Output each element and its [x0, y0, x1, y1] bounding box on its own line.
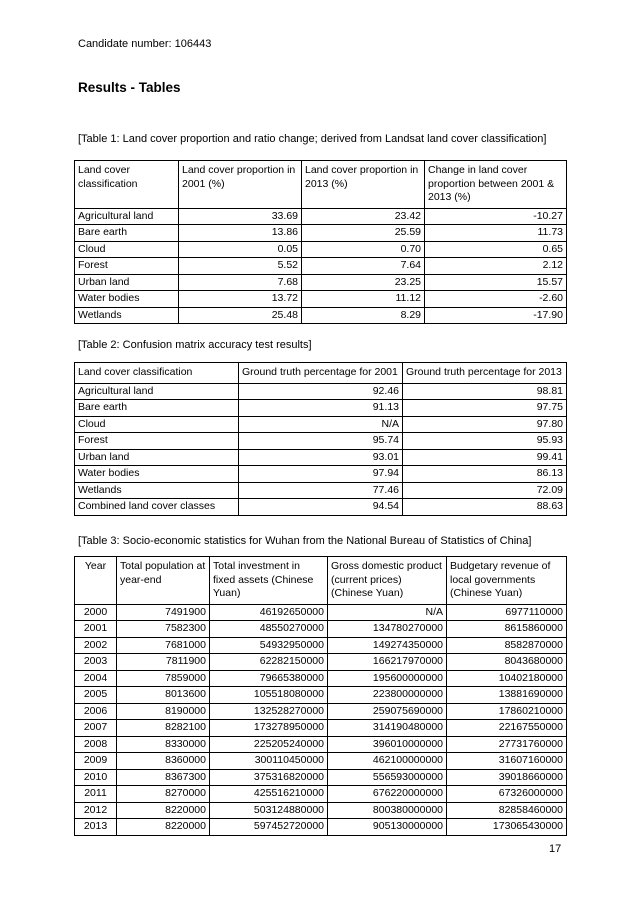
- table-cell: 2000: [75, 604, 117, 621]
- table-cell: 97.94: [239, 466, 403, 483]
- column-header: Gross domestic product (current prices) (Chinese Yuan): [328, 557, 447, 605]
- table-cell: 46192650000: [210, 604, 328, 621]
- table-cell: Forest: [75, 433, 239, 450]
- table-cell: 7491900: [117, 604, 210, 621]
- table-cell: 27731760000: [447, 736, 567, 753]
- table-cell: 79665380000: [210, 670, 328, 687]
- table-row: [75, 637, 567, 654]
- table-cell: 8367300: [117, 769, 210, 786]
- column-header: Total population at year-end: [117, 557, 210, 605]
- table-cell: 134780270000: [328, 621, 447, 638]
- socio-economic-table: [74, 556, 567, 836]
- table-cell: 11.73: [425, 225, 567, 242]
- table-cell: 8220000: [117, 802, 210, 819]
- table-cell: 2004: [75, 670, 117, 687]
- column-header: Ground truth percentage for 2013: [403, 363, 567, 384]
- table-cell: 173065430000: [447, 819, 567, 836]
- table3-caption: [Table 3: Socio-economic statistics for Wuhan from the National Bureau of Statistics of China]: [78, 535, 532, 547]
- table-row: [75, 769, 567, 786]
- table-cell: 375316820000: [210, 769, 328, 786]
- table-row: [75, 274, 567, 291]
- table-cell: Water bodies: [75, 291, 179, 308]
- table-cell: 195600000000: [328, 670, 447, 687]
- table-cell: 676220000000: [328, 786, 447, 803]
- table-cell: 7811900: [117, 654, 210, 671]
- confusion-matrix-table: [74, 362, 567, 516]
- table-cell: 95.74: [239, 433, 403, 450]
- table-cell: -17.90: [425, 307, 567, 324]
- table-cell: 300110450000: [210, 753, 328, 770]
- table-cell: 597452720000: [210, 819, 328, 836]
- table-cell: 23.42: [302, 208, 425, 225]
- table-cell: 503124880000: [210, 802, 328, 819]
- table-cell: 7.68: [179, 274, 302, 291]
- table-cell: 0.05: [179, 241, 302, 258]
- table-row: [75, 241, 567, 258]
- table-cell: 91.13: [239, 400, 403, 417]
- table-row: [75, 819, 567, 836]
- table-row: [75, 466, 567, 483]
- table-cell: Agricultural land: [75, 383, 239, 400]
- column-header: Year: [75, 557, 117, 605]
- table-cell: 259075690000: [328, 703, 447, 720]
- table-cell: 800380000000: [328, 802, 447, 819]
- table-cell: 0.70: [302, 241, 425, 258]
- table-cell: 2013: [75, 819, 117, 836]
- table-row: [75, 383, 567, 400]
- table-cell: N/A: [328, 604, 447, 621]
- table-cell: 2.12: [425, 258, 567, 275]
- table-cell: 93.01: [239, 449, 403, 466]
- table-cell: Bare earth: [75, 225, 179, 242]
- table-cell: 7.64: [302, 258, 425, 275]
- table-cell: 2003: [75, 654, 117, 671]
- table-body: [75, 208, 567, 324]
- page-number: 17: [549, 843, 562, 855]
- table-cell: 2012: [75, 802, 117, 819]
- table-cell: 7681000: [117, 637, 210, 654]
- table-row: [75, 416, 567, 433]
- table-cell: 25.48: [179, 307, 302, 324]
- table-cell: 396010000000: [328, 736, 447, 753]
- table-cell: 173278950000: [210, 720, 328, 737]
- table-header-row: [75, 557, 567, 605]
- table-body: [75, 604, 567, 835]
- table-cell: 97.80: [403, 416, 567, 433]
- table-cell: Cloud: [75, 241, 179, 258]
- table-cell: 82858460000: [447, 802, 567, 819]
- table-row: [75, 654, 567, 671]
- table-cell: Agricultural land: [75, 208, 179, 225]
- column-header: Change in land cover proportion between 2001 & 2013 (%): [425, 161, 567, 209]
- table-row: [75, 225, 567, 242]
- table-row: [75, 307, 567, 324]
- table-cell: Cloud: [75, 416, 239, 433]
- table-cell: -2.60: [425, 291, 567, 308]
- column-header: Ground truth percentage for 2001: [239, 363, 403, 384]
- column-header: Land cover classification: [75, 161, 179, 209]
- table-cell: 8582870000: [447, 637, 567, 654]
- table-cell: 8.29: [302, 307, 425, 324]
- table-cell: 2007: [75, 720, 117, 737]
- table-cell: Bare earth: [75, 400, 239, 417]
- table-cell: 425516210000: [210, 786, 328, 803]
- table-cell: 8013600: [117, 687, 210, 704]
- table-cell: 95.93: [403, 433, 567, 450]
- table-row: [75, 786, 567, 803]
- table-cell: 94.54: [239, 499, 403, 516]
- page-title: Results - Tables: [78, 80, 181, 95]
- column-header: Budgetary revenue of local governments (Chinese Yuan): [447, 557, 567, 605]
- table-body: [75, 383, 567, 515]
- table-row: [75, 621, 567, 638]
- table-row: [75, 802, 567, 819]
- table-cell: 67326000000: [447, 786, 567, 803]
- table-cell: 2009: [75, 753, 117, 770]
- table-cell: 905130000000: [328, 819, 447, 836]
- table-cell: 39018660000: [447, 769, 567, 786]
- table-cell: Wetlands: [75, 482, 239, 499]
- table-cell: 33.69: [179, 208, 302, 225]
- table-cell: 2006: [75, 703, 117, 720]
- table-cell: 149274350000: [328, 637, 447, 654]
- column-header: Land cover proportion in 2001 (%): [179, 161, 302, 209]
- table-cell: 0.65: [425, 241, 567, 258]
- table-cell: 132528270000: [210, 703, 328, 720]
- column-header: Land cover classification: [75, 363, 239, 384]
- table-cell: 223800000000: [328, 687, 447, 704]
- table-row: [75, 400, 567, 417]
- table-cell: 8360000: [117, 753, 210, 770]
- table-cell: 10402180000: [447, 670, 567, 687]
- table-cell: 2011: [75, 786, 117, 803]
- table-cell: 8043680000: [447, 654, 567, 671]
- table-cell: 88.63: [403, 499, 567, 516]
- table-cell: 11.12: [302, 291, 425, 308]
- table-row: [75, 499, 567, 516]
- table-cell: Combined land cover classes: [75, 499, 239, 516]
- table-cell: 2001: [75, 621, 117, 638]
- table-cell: 8282100: [117, 720, 210, 737]
- table-row: [75, 604, 567, 621]
- table-cell: 92.46: [239, 383, 403, 400]
- table-cell: 48550270000: [210, 621, 328, 638]
- table-cell: 7859000: [117, 670, 210, 687]
- table-row: [75, 291, 567, 308]
- table-row: [75, 720, 567, 737]
- table-cell: 13.72: [179, 291, 302, 308]
- table-cell: Wetlands: [75, 307, 179, 324]
- table-cell: Forest: [75, 258, 179, 275]
- table-row: [75, 482, 567, 499]
- table-cell: 13.86: [179, 225, 302, 242]
- table-cell: 8190000: [117, 703, 210, 720]
- table-cell: 8330000: [117, 736, 210, 753]
- table-cell: 7582300: [117, 621, 210, 638]
- table-cell: 2005: [75, 687, 117, 704]
- table-cell: 15.57: [425, 274, 567, 291]
- table-cell: 225205240000: [210, 736, 328, 753]
- table-row: [75, 753, 567, 770]
- table-header-row: [75, 161, 567, 209]
- table-cell: 25.59: [302, 225, 425, 242]
- table-cell: Urban land: [75, 449, 239, 466]
- table-cell: 97.75: [403, 400, 567, 417]
- table2-caption: [Table 2: Confusion matrix accuracy test results]: [78, 339, 312, 351]
- table-cell: 2010: [75, 769, 117, 786]
- table-cell: 62282150000: [210, 654, 328, 671]
- table-cell: 8220000: [117, 819, 210, 836]
- table-cell: 462100000000: [328, 753, 447, 770]
- table-row: [75, 670, 567, 687]
- table-row: [75, 449, 567, 466]
- table-cell: 6977110000: [447, 604, 567, 621]
- table-cell: 556593000000: [328, 769, 447, 786]
- table-header-row: [75, 363, 567, 384]
- table-row: [75, 687, 567, 704]
- table-cell: 13881690000: [447, 687, 567, 704]
- table-cell: 98.81: [403, 383, 567, 400]
- table-cell: 22167550000: [447, 720, 567, 737]
- table-cell: -10.27: [425, 208, 567, 225]
- table-cell: N/A: [239, 416, 403, 433]
- table-row: [75, 208, 567, 225]
- table-cell: 54932950000: [210, 637, 328, 654]
- table-row: [75, 433, 567, 450]
- table-cell: 105518080000: [210, 687, 328, 704]
- table-cell: 99.41: [403, 449, 567, 466]
- table-cell: 166217970000: [328, 654, 447, 671]
- column-header: Total investment in fixed assets (Chinese Yuan): [210, 557, 328, 605]
- table1-caption: [Table 1: Land cover proportion and ratio change; derived from Landsat land cover classification]: [78, 133, 547, 145]
- table-row: [75, 258, 567, 275]
- table-row: [75, 736, 567, 753]
- table-cell: Urban land: [75, 274, 179, 291]
- table-cell: 17860210000: [447, 703, 567, 720]
- table-cell: 2008: [75, 736, 117, 753]
- table-cell: 5.52: [179, 258, 302, 275]
- table-cell: 86.13: [403, 466, 567, 483]
- table-cell: 72.09: [403, 482, 567, 499]
- table-cell: 2002: [75, 637, 117, 654]
- table-cell: 8615860000: [447, 621, 567, 638]
- table-cell: 77.46: [239, 482, 403, 499]
- table-cell: 8270000: [117, 786, 210, 803]
- table-cell: 23.25: [302, 274, 425, 291]
- table-cell: 31607160000: [447, 753, 567, 770]
- table-cell: 314190480000: [328, 720, 447, 737]
- candidate-number: Candidate number: 106443: [78, 38, 212, 50]
- land-cover-table: [74, 160, 567, 324]
- table-row: [75, 703, 567, 720]
- table-cell: Water bodies: [75, 466, 239, 483]
- column-header: Land cover proportion in 2013 (%): [302, 161, 425, 209]
